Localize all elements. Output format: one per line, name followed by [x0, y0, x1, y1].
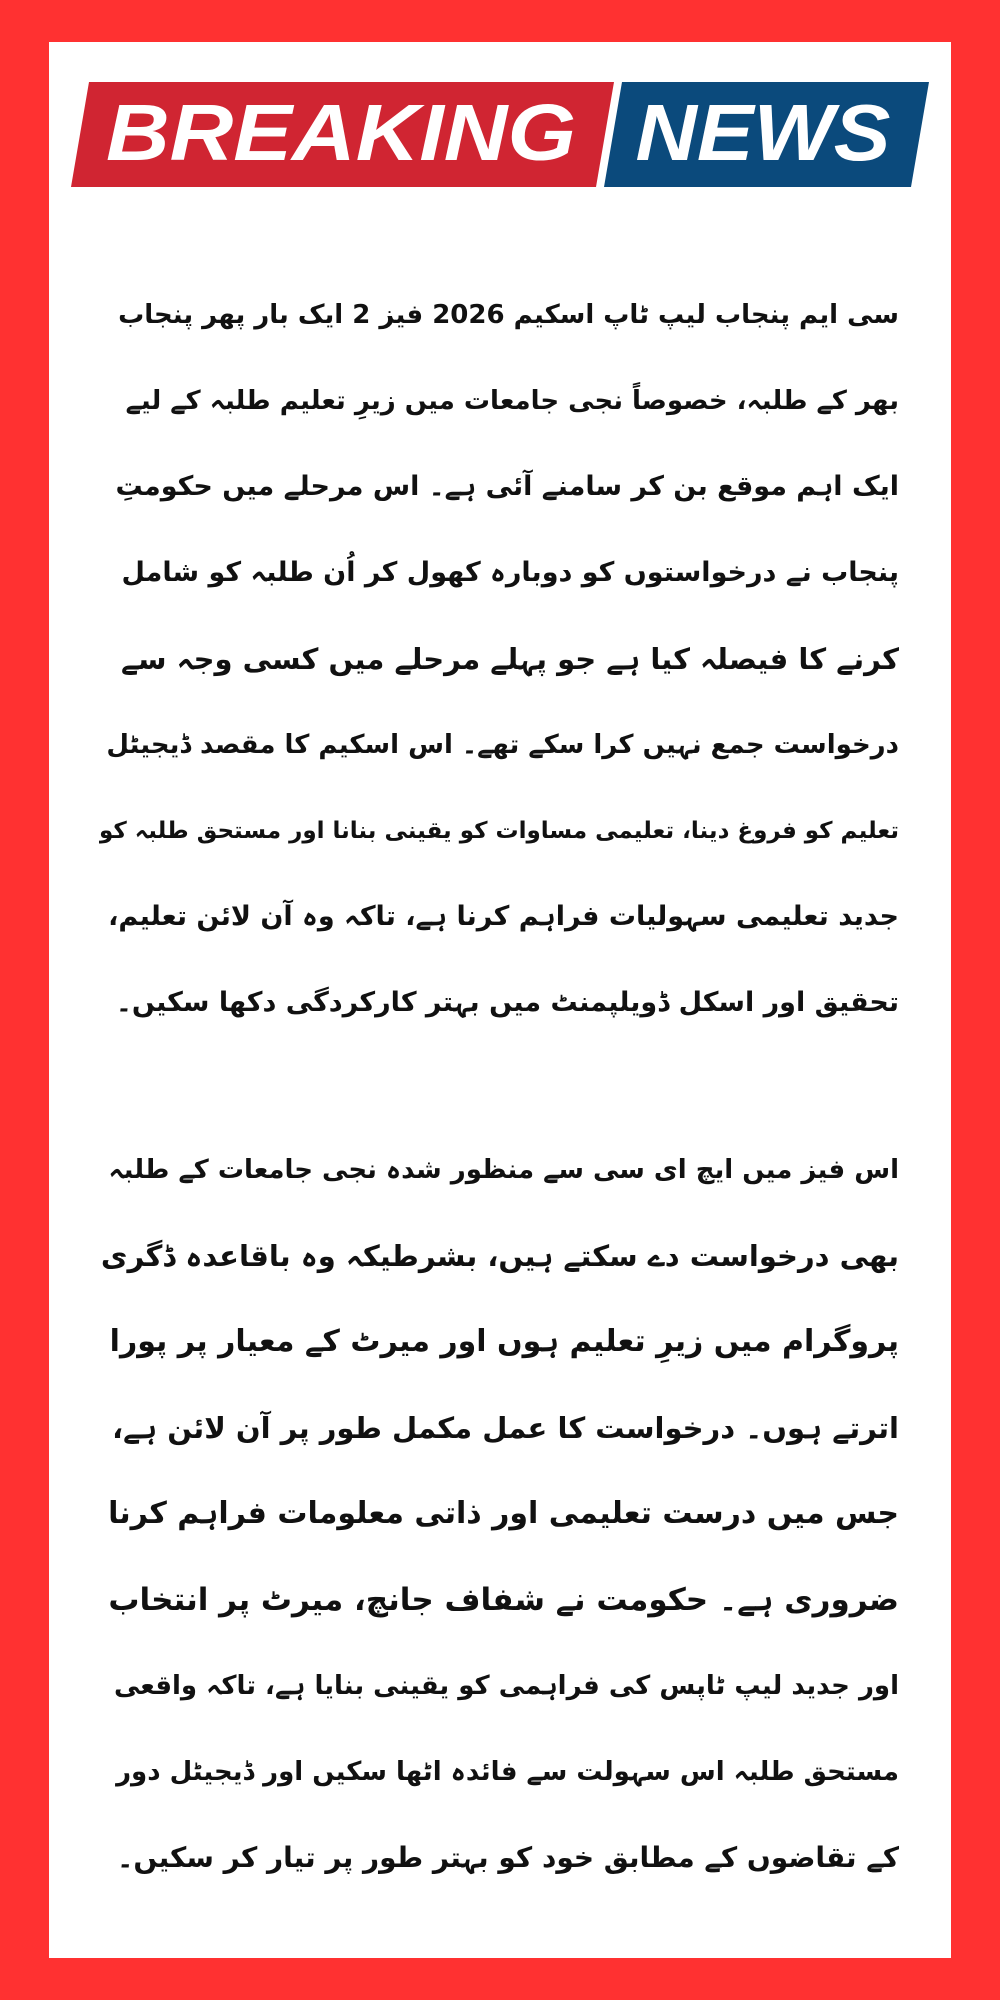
paragraph-1-line: درخواست جمع نہیں کرا سکے تھے۔ اس اسکیم کا مقصد ڈیجیٹل — [106, 730, 899, 760]
paragraph-2-line: اترتے ہوں۔ درخواست کا عمل مکمل طور پر آن لائن ہے، — [112, 1411, 899, 1445]
breaking-news-banner — [71, 82, 929, 187]
paragraph-1-line: کرنے کا فیصلہ کیا ہے جو پہلے مرحلے میں کسی وجہ سے — [121, 642, 899, 676]
paragraph-1-line: پنجاب نے درخواستوں کو دوبارہ کھول کر اُن طلبہ کو شامل — [121, 557, 899, 588]
article-paragraph-2 — [99, 1127, 899, 1901]
banner-graphic — [71, 82, 929, 187]
paragraph-1-line: جدید تعلیمی سہولیات فراہم کرنا ہے، تاکہ وہ آن لائن تعلیم، — [108, 901, 899, 932]
paragraph-2-line: مستحق طلبہ اس سہولت سے فائدہ اٹھا سکیں اور ڈیجیٹل دور — [116, 1757, 899, 1787]
banner-word-breaking: BREAKING — [106, 88, 576, 177]
news-card — [49, 42, 951, 1958]
article-paragraph-1 — [99, 272, 899, 1046]
paragraph-2-line: بھی درخواست دے سکتے ہیں، بشرطیکہ وہ باقاعدہ ڈگری — [100, 1239, 899, 1273]
paragraph-2-line: جس میں درست تعلیمی اور ذاتی معلومات فراہم کرنا — [108, 1496, 899, 1531]
paragraph-2-line: اس فیز میں ایچ ای سی سے منظور شدہ نجی جامعات کے طلبہ — [108, 1155, 899, 1185]
paragraph-1-line: سی ایم پنجاب لیپ ٹاپ اسکیم 2026 فیز 2 ایک بار پھر پنجاب — [118, 300, 899, 330]
paragraph-1-line: ایک اہم موقع بن کر سامنے آئی ہے۔ اس مرحلے میں حکومتِ — [115, 471, 899, 502]
paragraph-2-line: اور جدید لیپ ٹاپس کی فراہمی کو یقینی بنایا ہے، تاکہ واقعی — [114, 1671, 899, 1701]
paragraph-2-line: ضروری ہے۔ حکومت نے شفاف جانچ، میرٹ پر انتخاب — [108, 1582, 899, 1618]
banner-word-news: NEWS — [635, 88, 891, 177]
paragraph-1-line: تحقیق اور اسکل ڈویلپمنٹ میں بہتر کارکردگی دکھا سکیں۔ — [116, 987, 899, 1018]
paragraph-2-line: پروگرام میں زیرِ تعلیم ہوں اور میرٹ کے معیار پر پورا — [109, 1324, 899, 1359]
paragraph-1-line: بھر کے طلبہ، خصوصاً نجی جامعات میں زیرِ تعلیم طلبہ کے لیے — [125, 386, 899, 416]
paragraph-2-line: کے تقاضوں کے مطابق خود کو بہتر طور پر تیار کر سکیں۔ — [117, 1841, 899, 1874]
paragraph-1-line: تعلیم کو فروغ دینا، تعلیمی مساوات کو یقینی بنانا اور مستحق طلبہ کو — [99, 818, 899, 844]
